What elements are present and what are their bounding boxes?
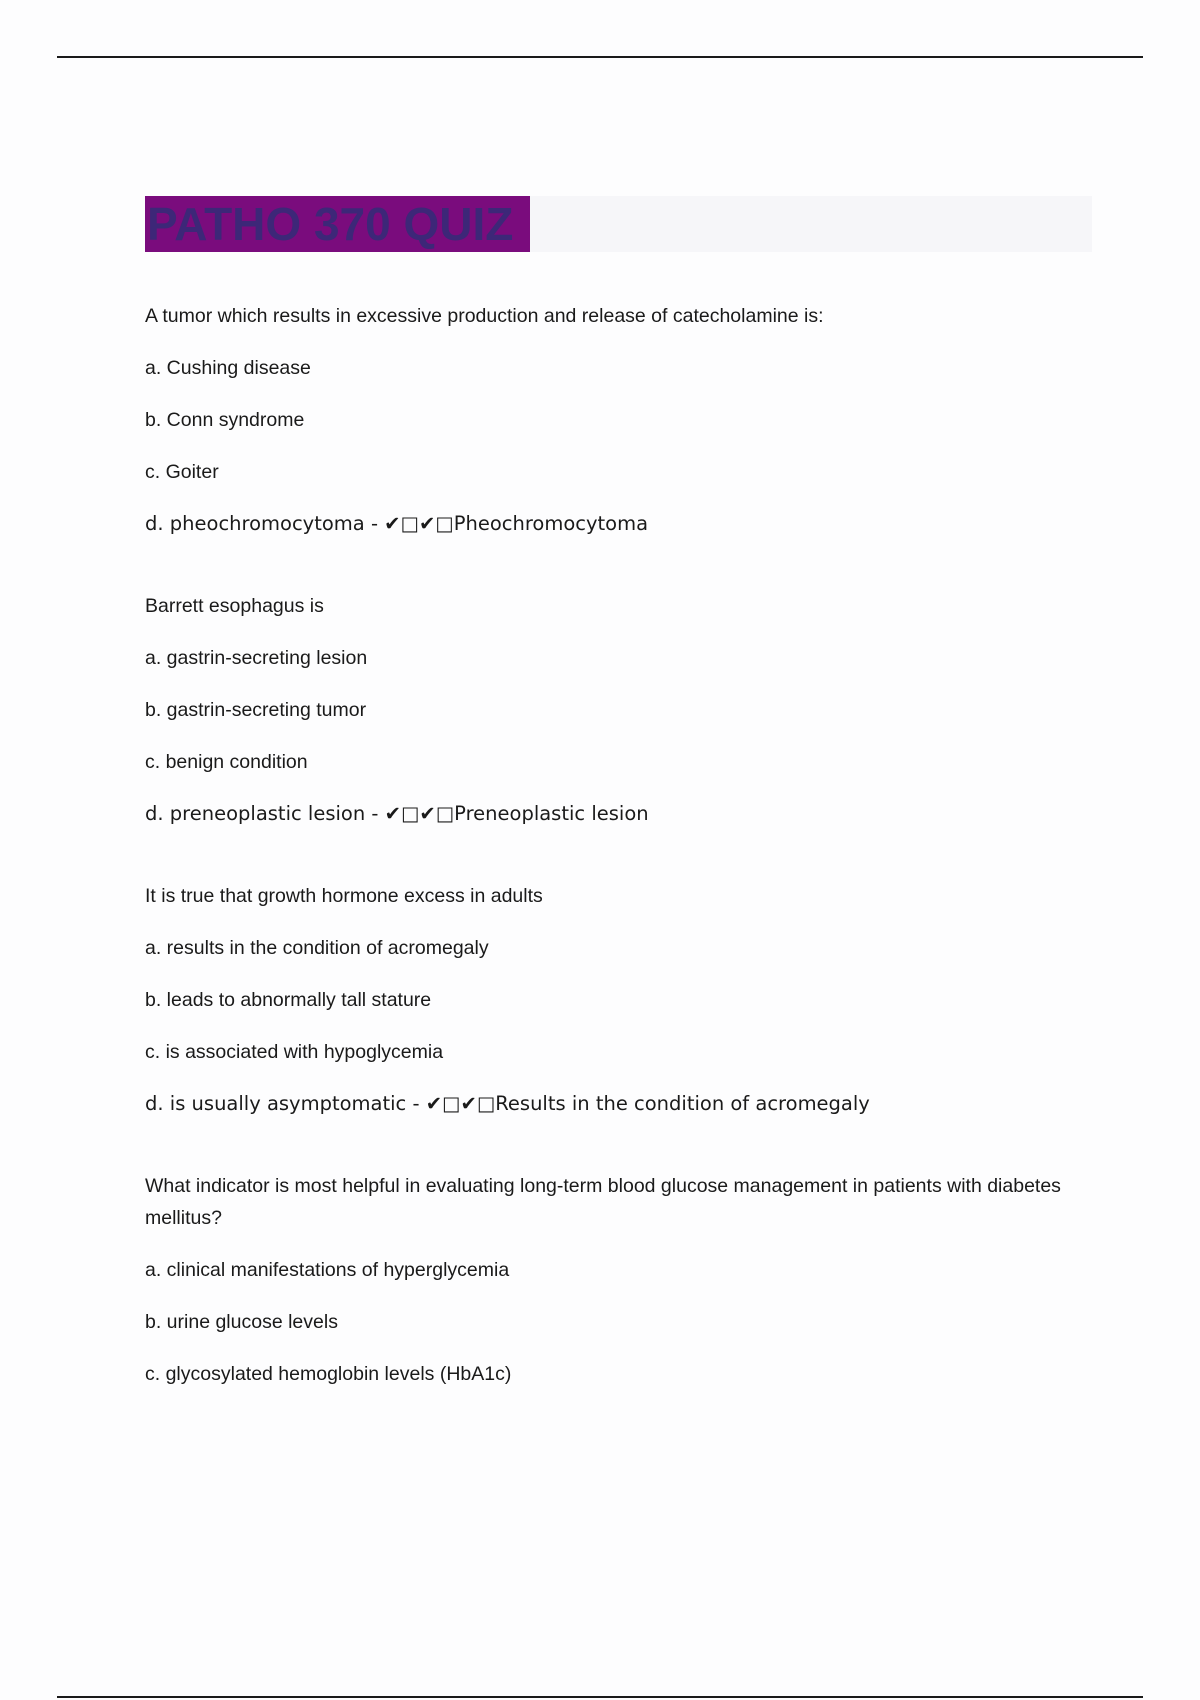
question-prompt: What indicator is most helpful in evaluating long-term blood glucose management in patients with diabetes mellitus? (145, 1175, 1061, 1229)
answer-option-correct: d. pheochromocytoma - ✔□✔□Pheochromocytoma (145, 512, 649, 535)
answer-option: b. Conn syndrome (145, 409, 305, 431)
answer-option: c. benign condition (145, 751, 308, 773)
answer-option: b. leads to abnormally tall stature (145, 989, 432, 1011)
top-rule (57, 56, 1143, 58)
question-block (145, 300, 1095, 540)
answer-option: a. results in the condition of acromegaly (145, 937, 489, 959)
answer-option: b. gastrin-secreting tumor (145, 699, 367, 721)
answer-option: b. urine glucose levels (145, 1311, 338, 1333)
question-prompt: A tumor which results in excessive production and release of catecholamine is: (145, 305, 824, 327)
question-block (145, 590, 1095, 830)
answer-option-correct: d. is usually asymptomatic - ✔□✔□Results in the condition of acromegaly (145, 1092, 870, 1115)
question-prompt: Barrett esophagus is (145, 595, 324, 617)
answer-option: a. clinical manifestations of hyperglycemia (145, 1259, 510, 1281)
question-prompt: It is true that growth hormone excess in adults (145, 885, 543, 907)
answer-option: c. glycosylated hemoglobin levels (HbA1c) (145, 1363, 512, 1385)
answer-option: c. Goiter (145, 461, 219, 483)
document-title: PATHO 370 QUIZ (147, 198, 514, 250)
answer-option-correct: d. preneoplastic lesion - ✔□✔□Preneoplastic lesion (145, 802, 649, 825)
question-block (145, 880, 1095, 1120)
answer-option: a. gastrin-secreting lesion (145, 647, 368, 669)
quiz-content (145, 300, 1095, 1410)
title-highlight (145, 196, 530, 252)
answer-option: a. Cushing disease (145, 357, 311, 379)
answer-option: c. is associated with hypoglycemia (145, 1041, 444, 1063)
question-block (145, 1170, 1095, 1390)
bottom-rule (57, 1696, 1143, 1698)
